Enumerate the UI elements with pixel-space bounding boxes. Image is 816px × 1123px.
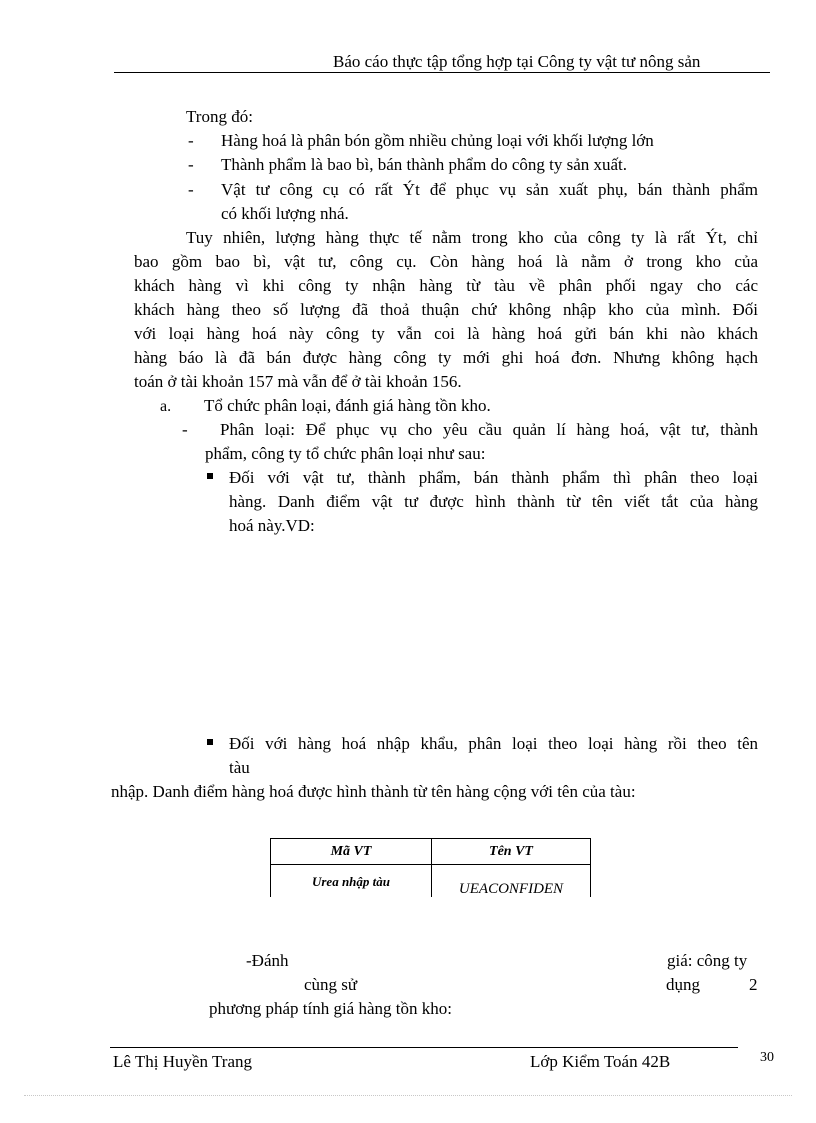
bullet-line: Đối với hàng hoá nhập khẩu, phân loại theo loại hàng rồi theo tên: [229, 734, 758, 753]
danhgia-line-3: phương pháp tính giá hàng tồn kho:: [209, 999, 452, 1018]
dash-marker: -: [182, 420, 188, 439]
danhgia-right-2a: dụng: [666, 975, 700, 994]
paragraph-line: khách hàng vì khi công ty nhận hàng từ tàu về phân phối ngay cho các: [134, 276, 758, 295]
page-bottom-border: [24, 1095, 792, 1096]
danhgia-left-2: cùng sử: [304, 975, 358, 994]
table-cell-mavt: Urea nhập tàu: [311, 874, 391, 889]
bullet-line: hoá này.VD:: [229, 516, 315, 535]
square-bullet-icon: [207, 473, 213, 479]
nhap-line: nhập. Danh điểm hàng hoá được hình thành từ tên hàng cộng với tên của tàu:: [111, 782, 636, 801]
dash-item: Vật tư công cụ có rất Ýt để phục vụ sản xuất phụ, bán thành phẩm: [221, 180, 758, 199]
dash-item-continuation: có khối lượng nhá.: [221, 204, 349, 223]
intro-label: Trong đó:: [186, 107, 253, 126]
bullet-line: hàng. Danh điểm vật tư được hình thành từ tên viết tắt của hàng: [229, 492, 758, 511]
footer-rule: [110, 1047, 738, 1048]
phanloai-line: Phân loại: Để phục vụ cho yêu cầu quản lí hàng hoá, vật tư, thành: [220, 420, 758, 439]
bullet-line: tàu: [229, 758, 250, 777]
dash-marker: -: [188, 131, 194, 150]
paragraph-line: hàng báo là đã bán được hàng công ty mới ghi hoá đơn. Nhưng không hạch: [134, 348, 758, 367]
bullet-line: Đối với vật tư, thành phẩm, bán thành phẩm thì phân theo loại: [229, 468, 758, 487]
page-header-title: Báo cáo thực tập tổng hợp tại Công ty vật tư nông sản: [333, 52, 701, 71]
danhgia-right-1: giá: công ty: [667, 951, 748, 970]
paragraph-line: với loại hàng hoá này công ty vẫn coi là hàng hoá gửi bán khi nào khách: [134, 324, 758, 343]
footer-class: Lớp Kiểm Toán 42B: [530, 1052, 671, 1071]
dash-item: Hàng hoá là phân bón gồm nhiều chủng loại với khối lượng lớn: [221, 131, 654, 150]
danhgia-right-2b: 2: [749, 975, 758, 994]
danhgia-left-1: -Đánh: [246, 951, 289, 970]
paragraph-line: bao gồm bao bì, vật tư, công cụ. Còn hàng hoá là nằm ở trong kho của: [134, 252, 758, 271]
header-rule: [114, 72, 770, 73]
danh-diem-table: [270, 838, 591, 897]
section-marker: a.: [160, 398, 172, 415]
paragraph-line: khách hàng theo số lượng đã thoả thuận chứ không nhập kho của mình. Đối: [134, 300, 758, 319]
paragraph-line: Tuy nhiên, lượng hàng thực tế nằm trong kho của công ty là rất Ýt, chỉ: [186, 228, 758, 247]
dash-marker: -: [188, 155, 194, 174]
section-title: Tổ chức phân loại, đánh giá hàng tồn kho.: [204, 396, 491, 415]
square-bullet-icon: [207, 739, 213, 745]
paragraph-line: toán ở tài khoản 157 mà vẫn để ở tài khoản 156.: [134, 372, 462, 391]
dash-item: Thành phẩm là bao bì, bán thành phẩm do công ty sản xuất.: [221, 155, 628, 174]
phanloai-line: phẩm, công ty tổ chức phân loại như sau:: [205, 444, 486, 463]
dash-marker: -: [188, 180, 194, 199]
table-cell-tenvt: UEACONFIDEN: [458, 881, 564, 897]
footer-author: Lê Thị Huyền Trang: [113, 1052, 252, 1071]
table-header-mavt: Mã VT: [330, 844, 372, 859]
page-number: 30: [760, 1050, 774, 1065]
table-header-tenvt: Tên VT: [489, 844, 533, 859]
